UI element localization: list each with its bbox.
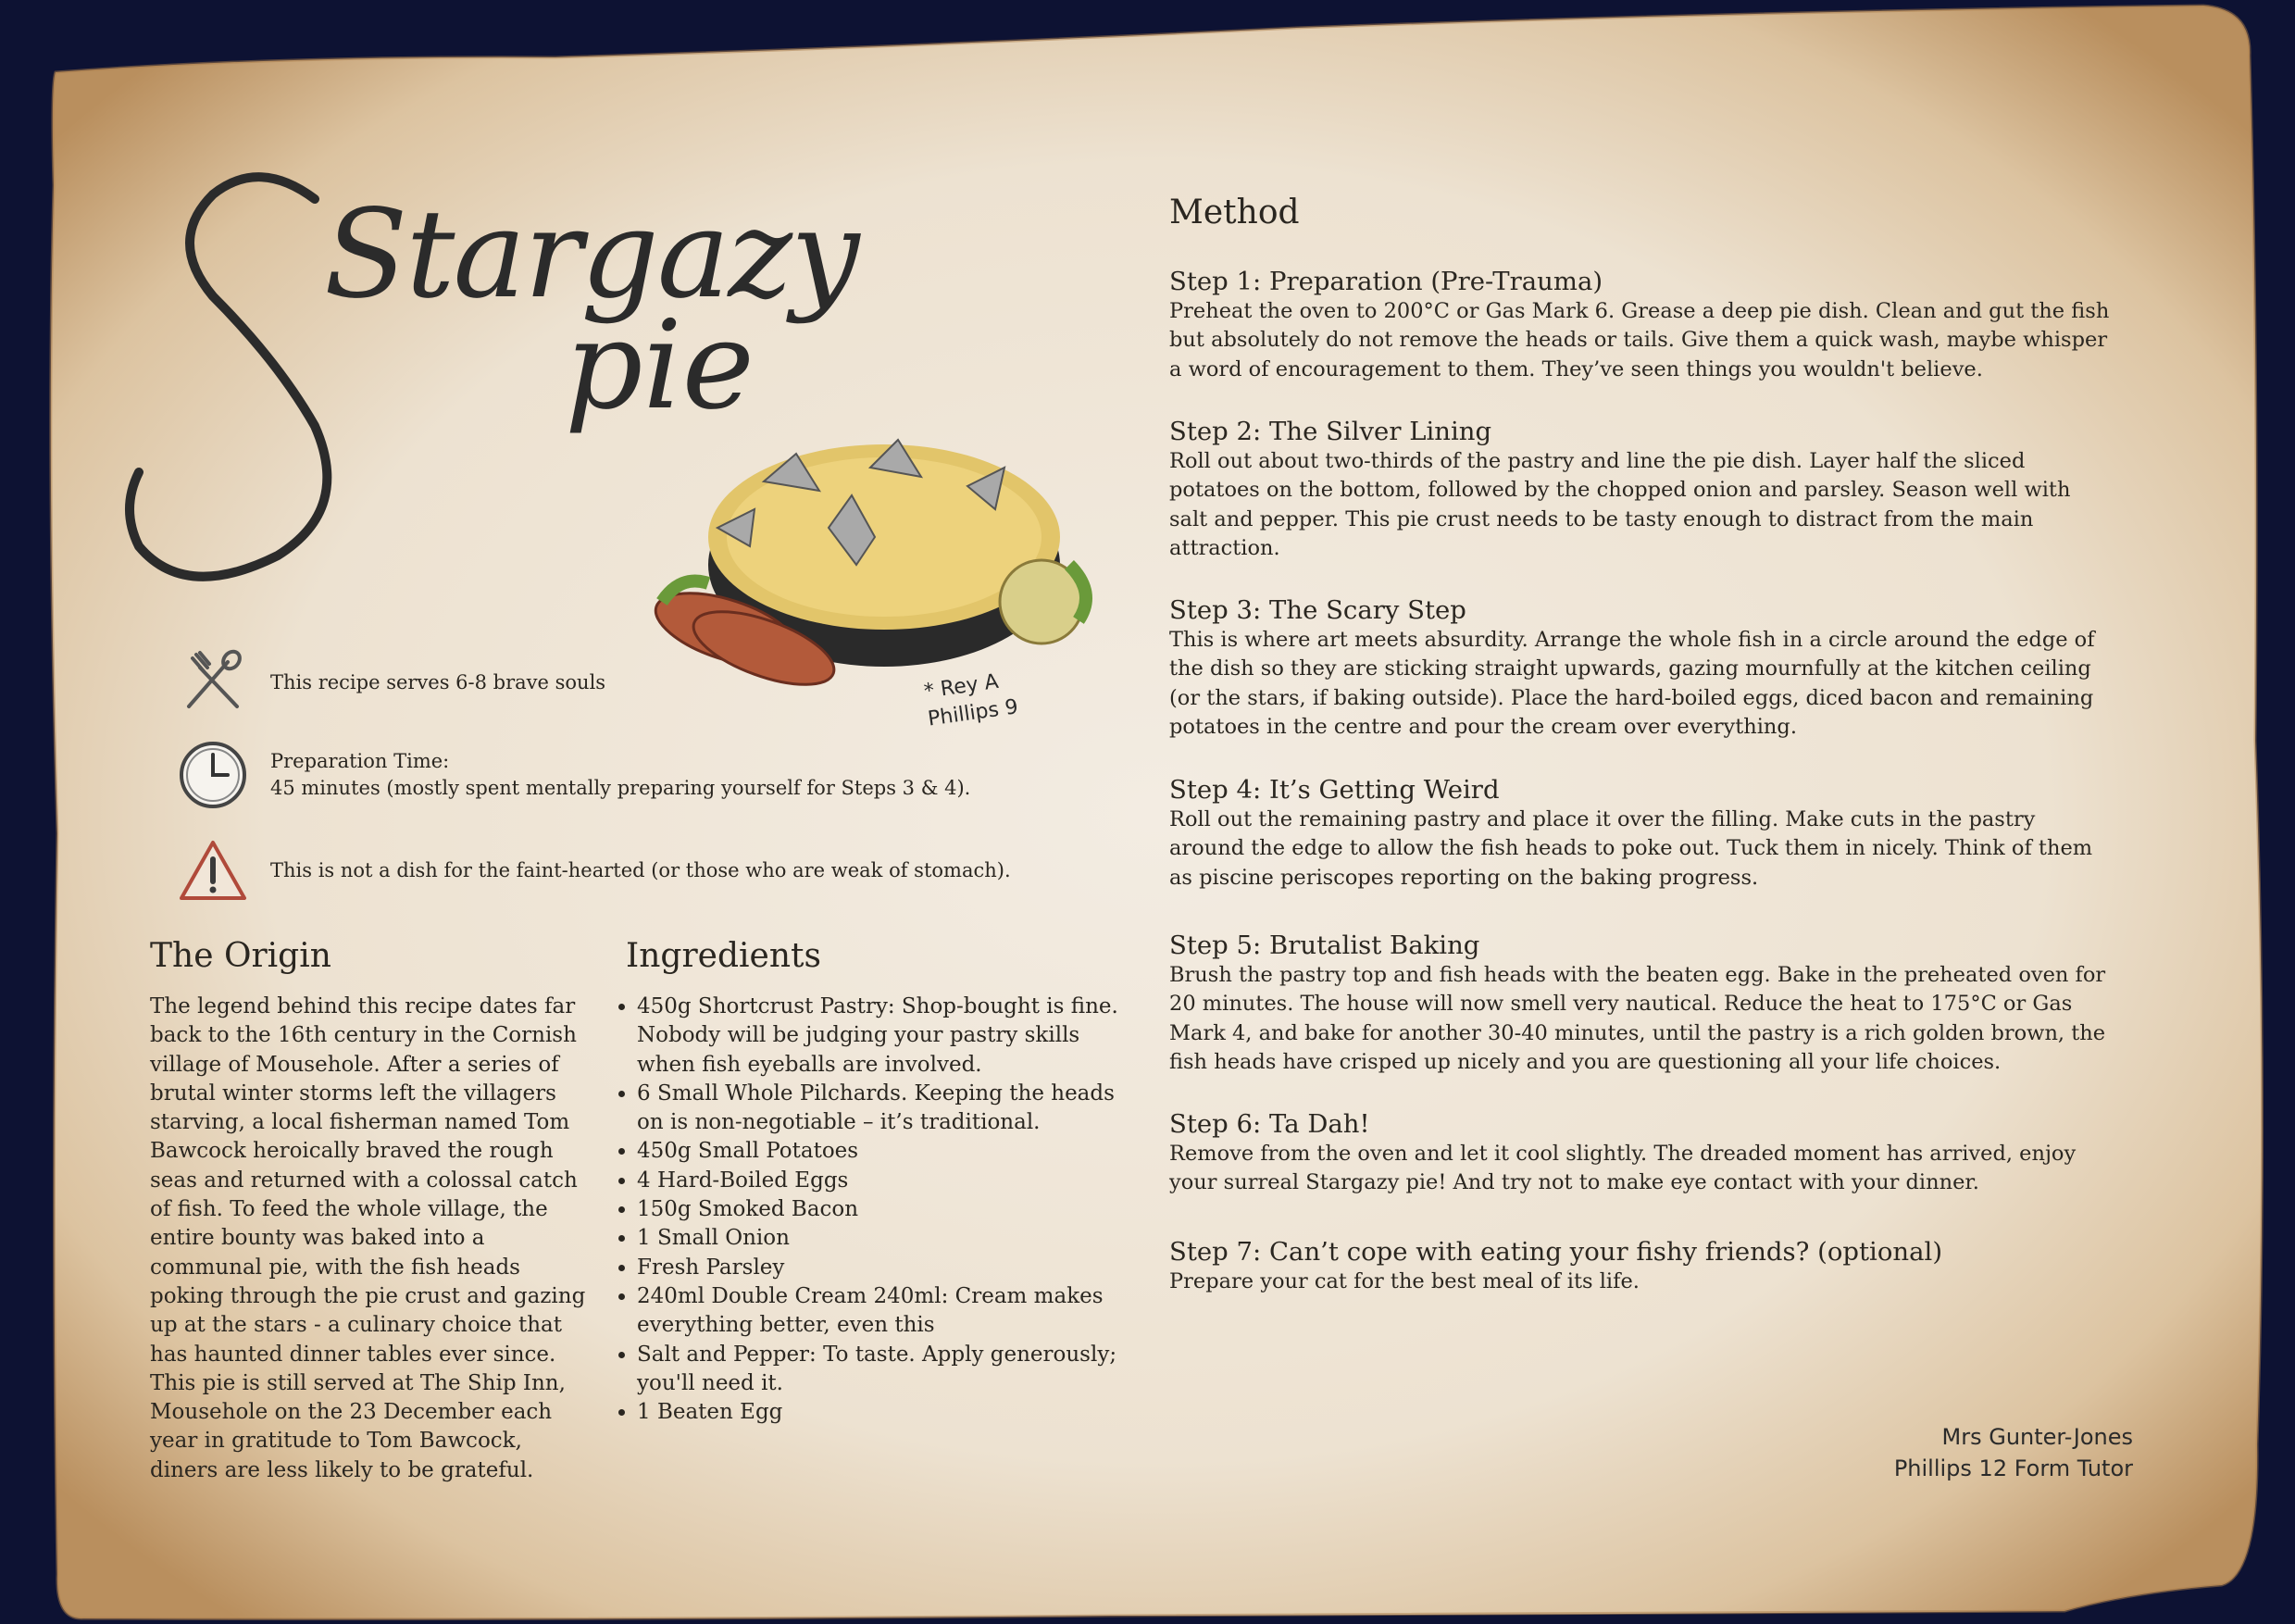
ingredient-line: • 6 Small Whole Pilchards. Keeping the heads [637,1081,1115,1106]
step-line: This is where art meets absurdity. Arrange the whole fish in a circle around the edge of [1169,628,2095,652]
ingredient-line: Nobody will be judging your pastry skills [637,1023,1080,1048]
step-body [1169,447,2160,563]
step-line: the dish so they are sticking straight upwards, gazing mournfully at the kitchen ceiling [1169,656,2091,681]
ingredient-line: everything better, even this [637,1313,935,1338]
ingredient-item [637,1167,1165,1195]
step-line: attraction. [1169,535,1280,560]
stargazy-pie-illustration [643,417,1125,713]
ingredients-heading: Ingredients [626,937,821,975]
step-line: around the edge to allow the fish heads to poke out. Tuck them in nicely. Think of them [1169,836,2093,861]
clock-icon [176,738,250,812]
step-line: Roll out about two-thirds of the pastry and line the pie dish. Layer half the sliced [1169,449,2026,473]
step-line: potatoes in the centre and pour the cream over everything. [1169,714,1797,739]
info-serves-text: This recipe serves 6-8 brave souls [270,670,606,693]
step-line: 20 minutes. The house will now smell very nautical. Reduce the heat to 175°C or Gas [1169,992,2073,1017]
ingredient-item [637,1195,1165,1224]
origin-line: The legend behind this recipe dates far [150,994,576,1018]
ingredient-item [637,1341,1165,1399]
origin-line: seas and returned with a colossal catch [150,1168,578,1193]
origin-line: up at the stars - a culinary choice that [150,1313,563,1338]
step-title: Step 7: Can’t cope with eating your fishy friends? (optional) [1169,1237,1943,1267]
ingredient-item [637,1224,1165,1253]
ingredient-line: • 150g Smoked Bacon [637,1197,859,1222]
step-body [1169,1140,2160,1198]
origin-line: starving, a local fisherman named Tom [150,1110,570,1135]
step-body [1169,626,2160,742]
ingredient-line: • 450g Shortcrust Pastry: Shop-bought is fine. [637,994,1118,1018]
ingredient-line: • 1 Small Onion [637,1226,790,1251]
artist-credit-line1: * Rey A [922,669,1001,704]
origin-line: year in gratitude to Tom Bawcock, [150,1429,522,1454]
origin-line: diners are less likely to be grateful. [150,1457,534,1482]
warning-icon [176,833,250,907]
step-title: Step 4: It’s Getting Weird [1169,775,1500,805]
artist-credit-line2: Phillips 9 [926,695,1020,731]
ingredient-line: on is non-negotiable – it’s traditional. [637,1110,1041,1135]
origin-line: Mousehole on the 23 December each [150,1400,553,1425]
step-line: Remove from the oven and let it cool slightly. The dreaded moment has arrived, enjoy [1169,1142,2077,1166]
step-line: Roll out the remaining pastry and place it over the filling. Make cuts in the pastry [1169,807,2036,831]
origin-line: poking through the pie crust and gazing [150,1283,586,1308]
step-title: Step 5: Brutalist Baking [1169,931,1480,960]
ingredient-line: • 1 Beaten Egg [637,1400,783,1425]
step-line: salt and pepper. This pie crust needs to be tasty enough to distract from the main [1169,506,2034,531]
step-line: Preheat the oven to 200°C or Gas Mark 6. Grease a deep pie dish. Clean and gut the fish [1169,299,2110,323]
ingredient-line: you'll need it. [637,1370,783,1395]
info-prep-time [176,738,970,812]
ingredient-line: • Fresh Parsley [637,1255,785,1280]
origin-text [150,993,604,1485]
origin-heading: The Origin [150,937,331,975]
ingredient-item [637,993,1165,1080]
ingredient-item [637,1398,1165,1427]
method-step-7 [1169,1236,2160,1296]
origin-line: of fish. To feed the whole village, the [150,1197,548,1222]
step-line: a word of encouragement to them. They’ve seen things you wouldn't believe. [1169,356,1983,381]
step-line: as piscine periscopes reporting on the baking progress. [1169,865,1759,890]
title-text-pie: pie [565,294,755,437]
ingredient-line: • 240ml Double Cream 240ml: Cream makes [637,1283,1104,1308]
step-body [1169,1268,2160,1296]
origin-line: brutal winter storms left the villagers [150,1081,556,1106]
ingredient-item [637,1254,1165,1282]
origin-line: has haunted dinner tables ever since. [150,1342,556,1367]
ingredient-line: • 450g Small Potatoes [637,1139,859,1164]
step-title: Step 2: The Silver Lining [1169,417,1492,446]
method-step-2 [1169,416,2160,563]
info-warning-text: This is not a dish for the faint-hearted (or those who are weak of stomach). [270,858,1011,881]
method-step-6 [1169,1108,2160,1198]
info-prep-value: 45 minutes (mostly spent mentally preparing yourself for Steps 3 & 4). [270,777,971,799]
step-body [1169,961,2160,1077]
info-prep-label: Preparation Time: [270,750,450,772]
info-serves [176,645,605,719]
origin-line: communal pie, with the fish heads [150,1255,520,1280]
origin-line: Bawcock heroically braved the rough [150,1139,554,1164]
ingredient-item [637,1137,1165,1166]
origin-line: This pie is still served at The Ship Inn, [150,1370,566,1395]
fork-and-spoon-icon [176,645,250,719]
step-title: Step 6: Ta Dah! [1169,1109,1370,1139]
step-line: Prepare your cat for the best meal of its life. [1169,1269,1640,1293]
info-warning [176,833,1011,907]
origin-line: village of Mousehole. After a series of [150,1052,559,1077]
step-line: but absolutely do not remove the heads or tails. Give them a quick wash, maybe whisper [1169,328,2108,353]
method-step-1 [1169,266,2160,384]
method-step-3 [1169,594,2160,742]
ingredients-list [611,993,1165,1427]
teacher-role: Phillips 12 Form Tutor [1893,1455,2133,1481]
ingredient-item [637,1080,1165,1138]
title-text-stargazy: Stargazy [324,183,858,326]
ingredient-line: • Salt and Pepper: To taste. Apply generously; [637,1342,1117,1367]
step-body [1169,297,2160,384]
teacher-signature [1894,1421,2133,1484]
method-heading: Method [1169,194,1300,231]
teacher-name: Mrs Gunter-Jones [1941,1424,2133,1450]
step-line: Mark 4, and bake for another 30-40 minutes, until the pastry is a rich golden brown, the [1169,1020,2106,1045]
step-title: Step 3: The Scary Step [1169,595,1466,625]
ingredient-item [637,1282,1165,1341]
origin-line: back to the 16th century in the Cornish [150,1023,577,1048]
step-title: Step 1: Preparation (Pre-Trauma) [1169,267,1603,296]
ingredient-line: when fish eyeballs are involved. [637,1052,982,1077]
info-prep-text [270,748,970,802]
step-line: (or the stars, if baking outside). Place the hard-boiled eggs, diced bacon and remaining [1169,685,2094,710]
step-line: potatoes on the bottom, followed by the chopped onion and parsley. Season well with [1169,478,2071,503]
step-line: fish heads have crisped up nicely and you are questioning all your life choices. [1169,1049,2002,1074]
method-step-5 [1169,930,2160,1077]
step-line: your surreal Stargazy pie! And try not to make eye contact with your dinner. [1169,1170,1979,1195]
method-step-4 [1169,774,2160,893]
origin-line: entire bounty was baked into a [150,1226,485,1251]
step-line: Brush the pastry top and fish heads with the beaten egg. Bake in the preheated oven for [1169,963,2106,987]
step-body [1169,806,2160,893]
ingredient-line: • 4 Hard-Boiled Eggs [637,1168,849,1193]
